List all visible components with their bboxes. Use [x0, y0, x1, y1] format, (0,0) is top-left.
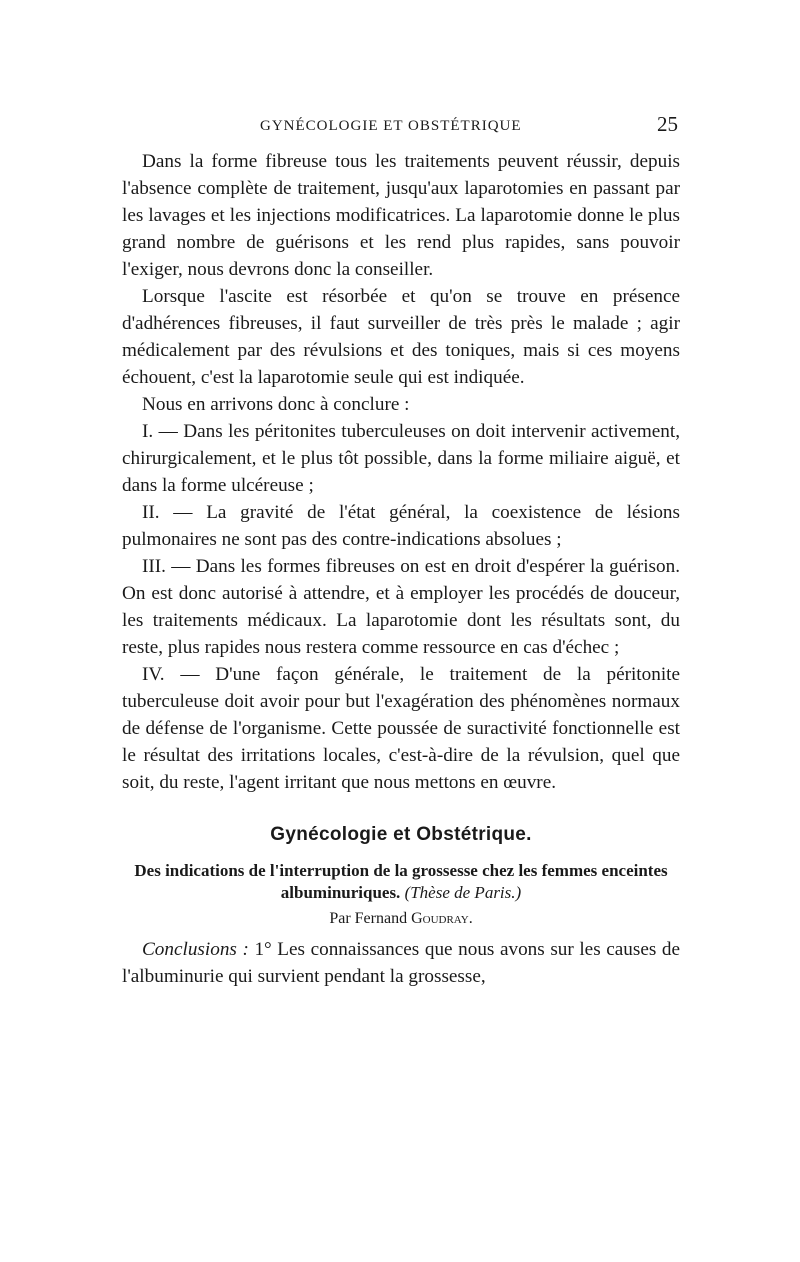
conclusion-item-2: II. — La gravité de l'état général, la coexistence de lésions pulmonaires ne sont pas des contre-indications absolues ;	[122, 502, 680, 550]
conclusion-item-1: I. — Dans les péritonites tuberculeuses on doit intervenir activement, chirurgicalement, et le plus tôt possible, dans la forme miliaire aiguë, et dans la forme ulcéreuse ;	[122, 421, 680, 496]
byline	[122, 910, 680, 928]
article-title-block	[122, 860, 680, 904]
conclusions-text: 1° Les connaissances que nous avons sur les causes de l'albuminurie qui survient pendant la grossesse,	[122, 939, 681, 987]
byline-prefix: Par Fernand	[329, 910, 408, 927]
article-title: Des indications de l'interruption de la grossesse chez les femmes enceintes albuminuriques.	[134, 861, 668, 902]
conclusion-item-3: III. — Dans les formes fibreuses on est en droit d'espérer la guérison. On est donc autorisé à attendre, et à employer les procédés de douceur, les traitements médicaux. La laparotomie dont les résultats sont, du reste, plus rapides nous restera comme ressource en cas d'échec ;	[122, 556, 680, 658]
body-text	[122, 148, 680, 796]
author-surname: Goudray	[411, 910, 469, 927]
running-title: GYNÉCOLOGIE ET OBSTÉTRIQUE	[260, 118, 522, 134]
byline-suffix: .	[468, 910, 473, 927]
paragraph: Lorsque l'ascite est résorbée et qu'on se trouve en présence d'adhérences fibreuses, il faut surveiller de très près le malade ; agir médicalement par des révulsions et des toniques, mais si ces moyens échouent, c'est la laparotomie seule qui est indiquée.	[122, 286, 680, 388]
paragraph: Nous en arrivons donc à conclure :	[142, 394, 410, 415]
conclusion-item-4: IV. — D'une façon générale, le traitement de la péritonite tuberculeuse doit avoir pour but l'exagération des phénomènes normaux de défense de l'organisme. Cette poussée de suractivité fonctionnelle est le résultat des irritations locales, c'est-à-dire de la révulsion, quel que soit, du reste, l'agent irritant que nous mettons en œuvre.	[122, 664, 680, 793]
section-heading: Gynécologie et Obstétrique.	[270, 824, 532, 845]
conclusions-label: Conclusions :	[142, 939, 249, 960]
page	[122, 112, 680, 990]
running-head	[122, 112, 680, 142]
page-number: 25	[657, 112, 678, 136]
paragraph: Dans la forme fibreuse tous les traitements peuvent réussir, depuis l'absence complète de traitement, jusqu'aux laparotomies en passant par les lavages et les injections modificatrices. La laparotomie donne le plus grand nombre de guérisons et les rend plus rapides, sans pouvoir l'exiger, nous devrons donc la conseiller.	[122, 151, 680, 280]
conclusions-paragraph	[122, 936, 680, 990]
article-source: (Thèse de Paris.)	[404, 883, 522, 902]
